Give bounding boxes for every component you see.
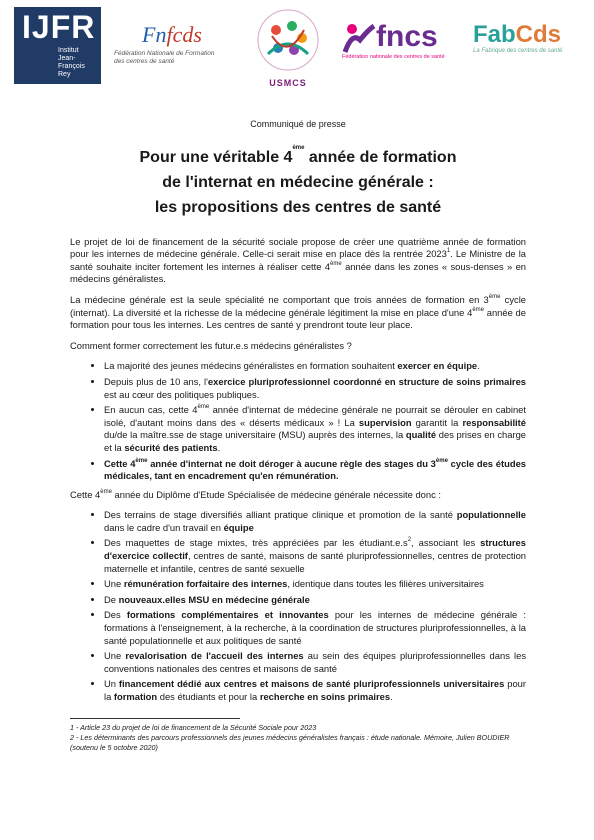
press-release	[70, 118, 526, 753]
list-item: • Un financement dédié aux centres et maisons de santé pluriprofessionnels universitaires pour la formation des étudiants et pour la recherche en soins primaires.	[104, 678, 526, 703]
paragraph-question: Comment former correctement les futur.e.s médecins généralistes ?	[70, 339, 352, 351]
usmcs-logo-label: USMCS	[269, 78, 307, 88]
list-proposals	[70, 509, 526, 703]
paragraph-intro: Le projet de loi de financement de la sécurité sociale propose de créer une quatrième année de formation pour les internes de médecine générale. Celle-ci serait mise en place dès la rentrée 2023$^1$. Le Ministre de la santé souhaite inciter fortement les internes à réaliser cette 4ème année dans les zones « sous-denses » en médecins généralistes.	[70, 235, 526, 285]
list-item: • En aucun cas, cette 4ème année d'internat de médecine générale ne pourrait se dérouler en cabinet isolé, d'autant moins dans des « déserts médicaux » ! La supervision garantit la responsabilité du/de la maître.sse de stage universitaire (MSU) auprès des internes, la qualité des prises en charge et la sécurité des patients.	[104, 404, 526, 454]
ijfr-line3: Rey	[58, 71, 71, 78]
list-item: • Cette 4ème année d'internat ne doit déroger à aucune règle des stages du 3ème cycle des études médicales, tant en encadrement qu'en rémunération.	[104, 458, 526, 483]
usmcs-emblem-icon	[248, 4, 328, 74]
paragraph-needs: Cette 4ème année du Diplôme d'Etude Spécialisée de médecine générale nécessite donc :	[70, 488, 441, 500]
list-item: • Des maquettes de stage mixtes, très appréciées par les $étudiant.e.s^2$, associant les structures d'exercice collectif, centres de santé, maisons de santé pluriprofessionnelles, centres de protection maternelle et infantile, centres de santé sexuelle	[104, 537, 526, 575]
list-item: • Une revalorisation de l'accueil des internes au sein des équipes pluriprofessionnelles dans les conventions nationales des centres et maisons de santé	[104, 650, 526, 675]
list-item: • Des terrains de stage diversifiés alliant pratique clinique et promotion de la santé populationnelle dans le cadre d'un travail en équipe	[104, 509, 526, 534]
ijfr-logo-text	[58, 47, 101, 79]
list-item: • Une rémunération forfaitaire des internes, identique dans toutes les filières universitaires	[104, 578, 526, 591]
list-item: • De nouveaux.elles MSU en médecine générale	[104, 594, 526, 607]
list-item: • Des formations complémentaires et innovantes pour les internes de médecine générale : formations à l'enseignement, à la recherche, à la coordination de structures pluriprofessionnelles, à la santé populationnelle et aux politiques de santé	[104, 609, 526, 647]
ijfr-logo	[14, 7, 101, 84]
fabcds-logo	[473, 22, 585, 54]
footnote-1: 1 - Article 23 du projet de loi de financement de la Sécurité Sociale pour 2023	[70, 722, 317, 732]
footnote-2: 2 - Les déterminants des parcours professionnels des jeunes médecins généralistes français : étude nationale. Mémoire, Julien BOUDIER (soutenu le 5 octobre 2020)	[70, 732, 510, 752]
page-title: Pour une véritable 4ème année de formation de l'internat en médecine générale : les propositions des centres de santé	[139, 144, 457, 216]
fabcds-logo-sub: La Fabrique des centres de santé	[473, 48, 563, 54]
fncs-logo	[342, 22, 462, 60]
fncs-logo-sub: Fédération nationale des centres de santé	[342, 54, 445, 60]
ijfr-line1: Institut	[58, 47, 79, 54]
list-item: • La majorité des jeunes médecins généralistes en formation souhaitent exercer en équipe.	[104, 360, 526, 373]
kicker: Communiqué de presse	[250, 119, 346, 129]
footnote-divider	[70, 718, 240, 719]
usmcs-logo	[248, 4, 328, 90]
paragraph-context: La médecine générale est la seule spécialité ne comportant que trois années de formation en 3ème cycle (internat). La diversité et la richesse de la médecine générale légitiment la mise en place d'une 4ème année de formation pour tous les internes. Les centres de santé y prendront toute leur place.	[70, 293, 526, 331]
fnfcds-logo-sub: Fédération Nationale de Formation des centres de santé	[114, 50, 215, 65]
list-arguments	[70, 360, 526, 482]
fnfcds-logo	[114, 22, 239, 66]
logo-bar	[0, 0, 594, 95]
ijfr-line2: Jean-François	[58, 55, 85, 70]
fabcds-logo-name: FabCds	[473, 21, 562, 48]
fncs-figure-icon	[342, 22, 376, 54]
fncs-logo-name: fncs	[376, 20, 438, 53]
list-item: • Depuis plus de 10 ans, l'exercice pluriprofessionnel coordonné en structure de soins primaires est au cœur des politiques publiques.	[104, 376, 526, 401]
ijfr-logo-abbr: IJFR	[22, 9, 96, 45]
fnfcds-logo-name: Fnfcds	[142, 22, 202, 47]
